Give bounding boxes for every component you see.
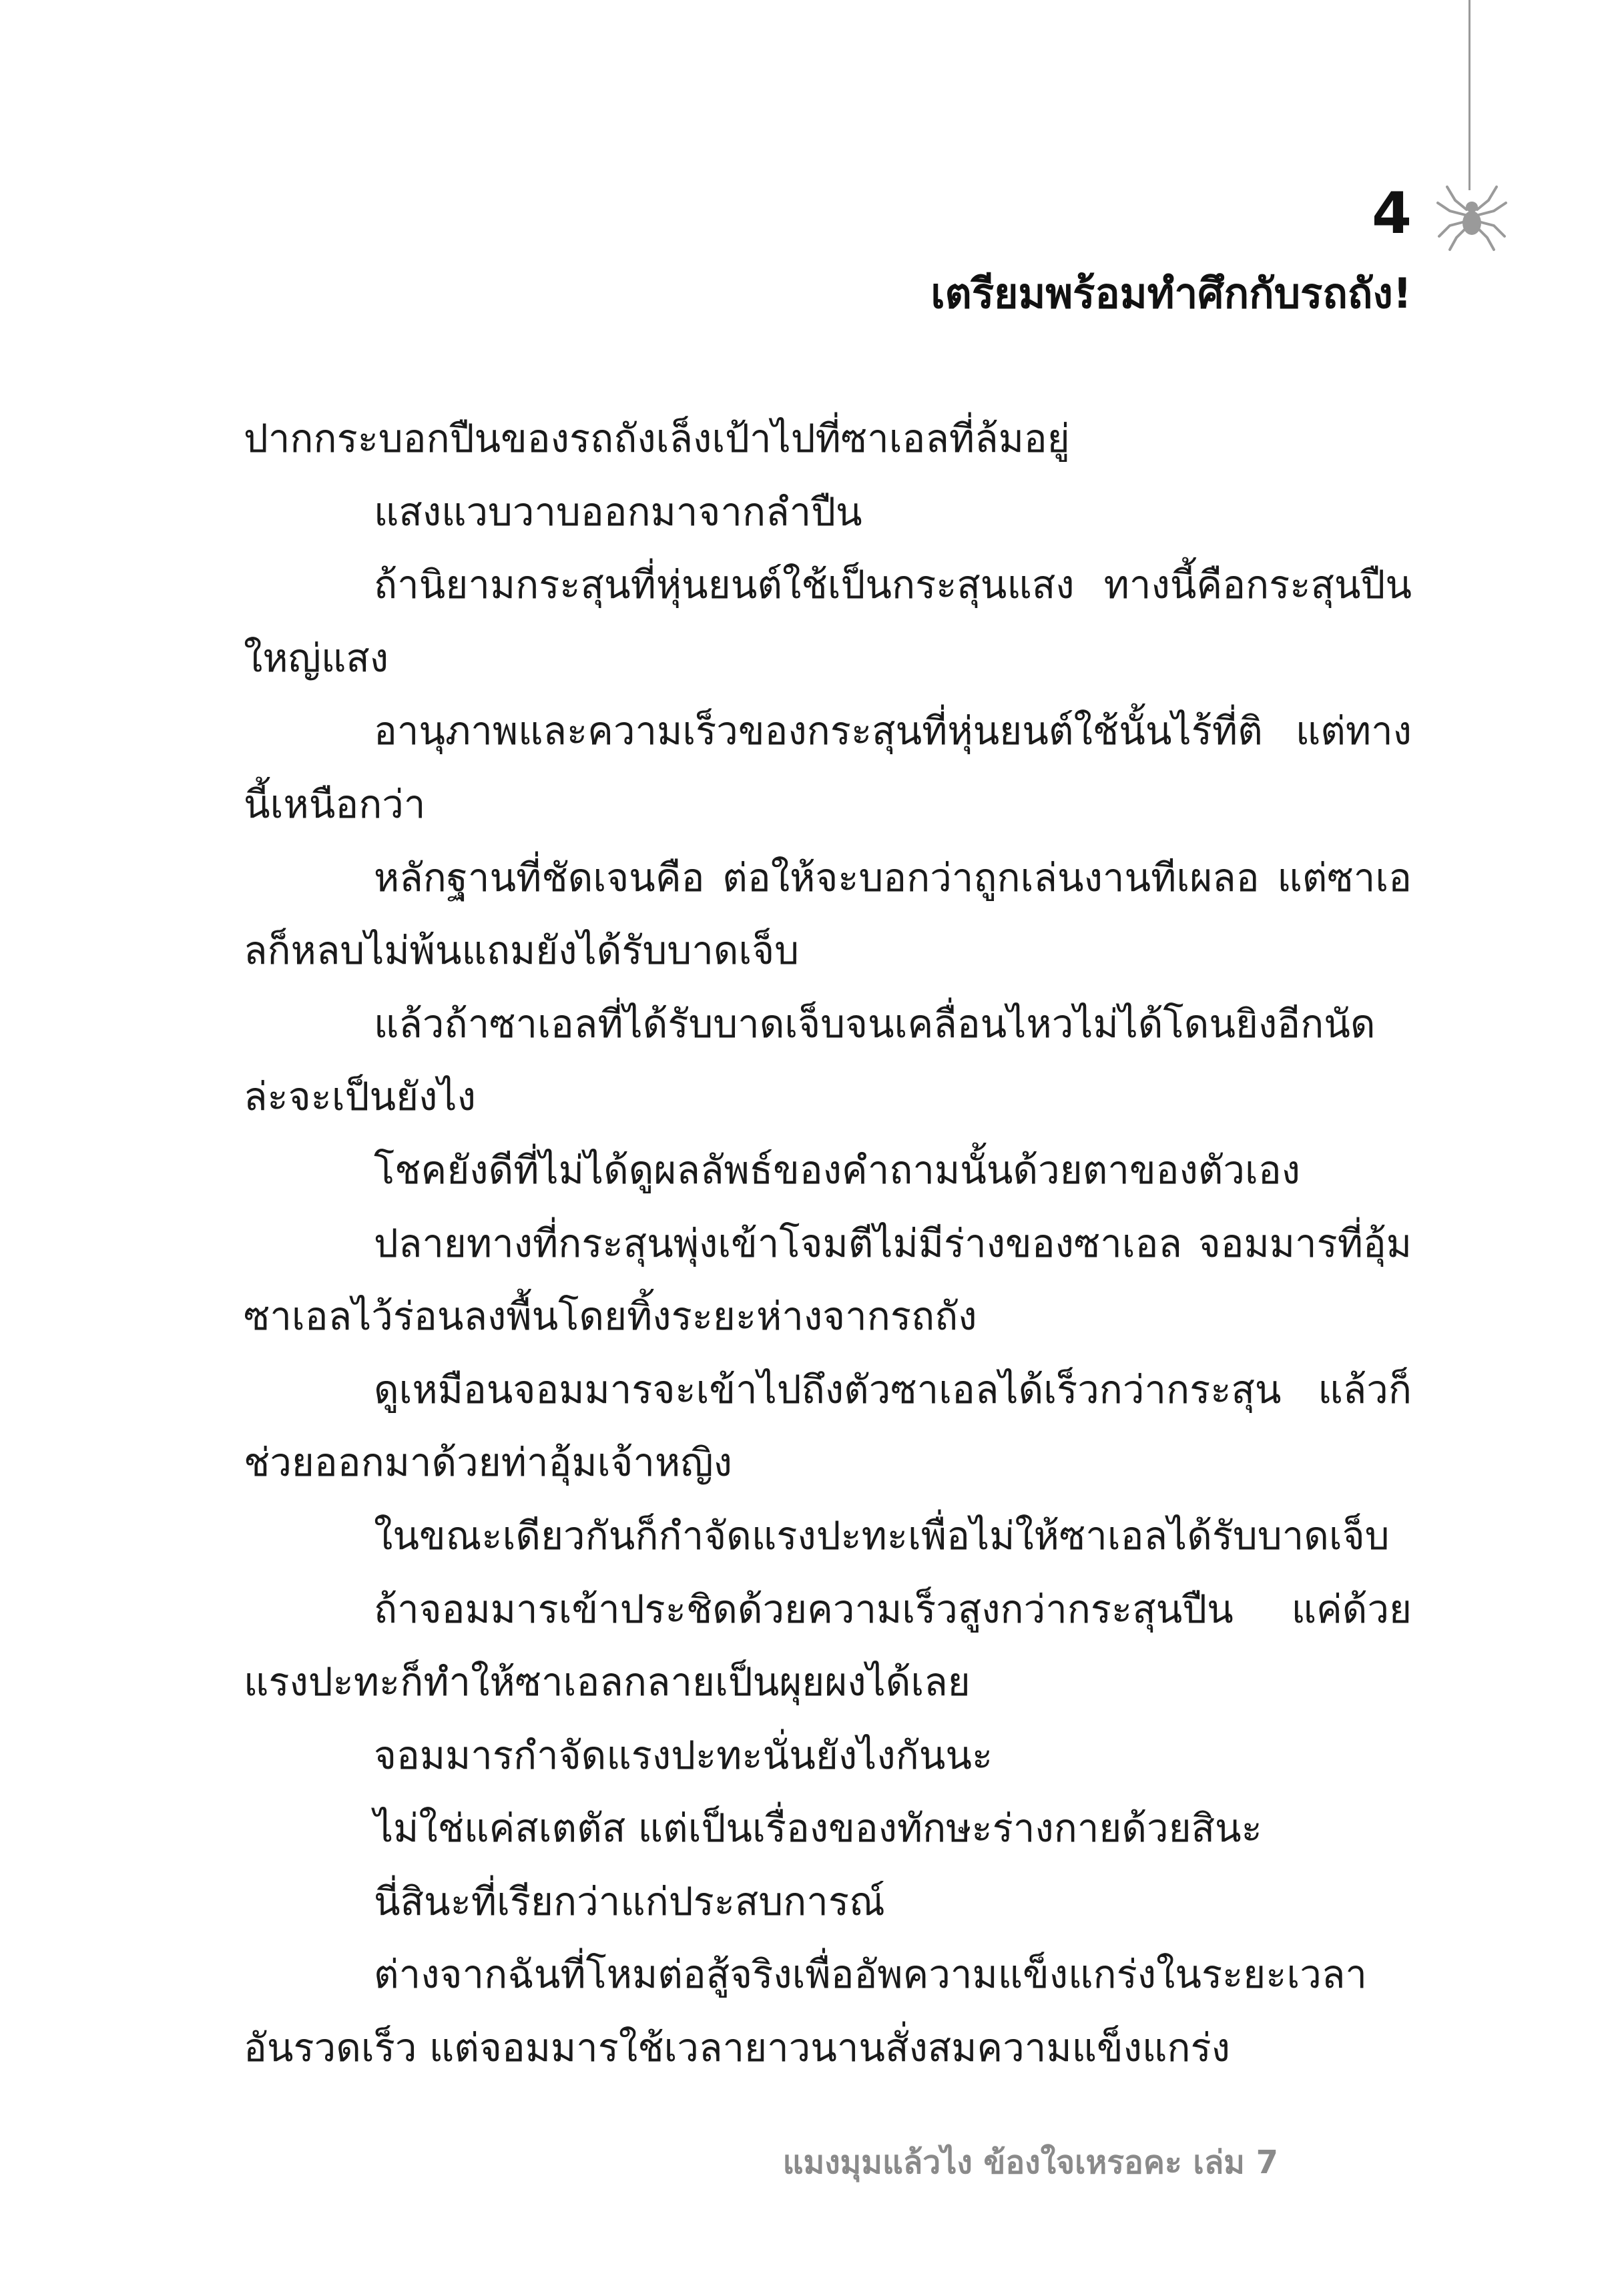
paragraph: อานุภาพและความเร็วของกระสุนที่หุ่นยนต์ใช้นั้นไร้ที่ติ แต่ทางนี้เหนือกว่า bbox=[244, 708, 1412, 827]
paragraph: ไม่ใช่แค่สเตตัส แต่เป็นเรื่องของทักษะร่างกายด้วยสินะ bbox=[374, 1805, 1262, 1851]
chapter-title: เตรียมพร้อมทำศึกกับรถถัง! bbox=[930, 269, 1412, 318]
spider-thread bbox=[1468, 0, 1470, 190]
body-text bbox=[244, 402, 1412, 2085]
paragraph: ปากกระบอกปืนของรถถังเล็งเป้าไปที่ซาเอลที่ล้มอยู่ bbox=[244, 416, 1070, 461]
chapter-number: 4 bbox=[1372, 180, 1412, 247]
paragraph: ถ้านิยามกระสุนที่หุ่นยนต์ใช้เป็นกระสุนแสง ทางนี้คือกระสุนปืนใหญ่แสง bbox=[244, 562, 1412, 681]
paragraph: จอมมารกำจัดแรงปะทะนั่นยังไงกันนะ bbox=[374, 1732, 993, 1778]
paragraph: ต่างจากฉันที่โหมต่อสู้จริงเพื่ออัพความแข็งแกร่งในระยะเวลาอันรวดเร็ว แต่จอมมารใช้เวลายาวนานสั่งสมความแข็งแกร่ง bbox=[244, 1952, 1367, 2071]
paragraph: แล้วถ้าซาเอลที่ได้รับบาดเจ็บจนเคลื่อนไหวไม่ได้โดนยิงอีกนัดล่ะจะเป็นยังไง bbox=[244, 1000, 1376, 1120]
paragraph: ถ้าจอมมารเข้าประชิดด้วยความเร็วสูงกว่ากระสุนปืน แค่ด้วยแรงปะทะก็ทำให้ซาเอลกลายเป็นผุยผงได้เลย bbox=[244, 1586, 1412, 1705]
paragraph: ปลายทางที่กระสุนพุ่งเข้าโจมตีไม่มีร่างของซาเอล จอมมารที่อุ้มซาเอลไว้ร่อนลงพื้นโดยทิ้งระยะห่างจากรถถัง bbox=[244, 1220, 1412, 1340]
paragraph: แสงแวบวาบออกมาจากลำปืน bbox=[374, 489, 862, 535]
paragraph: ในขณะเดียวกันก็กำจัดแรงปะทะเพื่อไม่ให้ซาเอลได้รับบาดเจ็บ bbox=[374, 1512, 1390, 1558]
paragraph: นี่สินะที่เรียกว่าแก่ประสบการณ์ bbox=[374, 1878, 885, 1924]
spider-icon bbox=[1435, 180, 1509, 254]
running-footer: แมงมุมแล้วไง ข้องใจเหรอคะ เล่ม 7 bbox=[782, 2144, 1278, 2181]
paragraph: หลักฐานที่ชัดเจนคือ ต่อให้จะบอกว่าถูกเล่นงานทีเผลอ แต่ซาเอลก็หลบไม่พ้นแถมยังได้รับบาดเจ็บ bbox=[244, 854, 1412, 974]
paragraph: โชคยังดีที่ไม่ได้ดูผลลัพธ์ของคำถามนั้นด้วยตาของตัวเอง bbox=[374, 1147, 1300, 1193]
paragraph: ดูเหมือนจอมมารจะเข้าไปถึงตัวซาเอลได้เร็วกว่ากระสุน แล้วก็ช่วยออกมาด้วยท่าอุ้มเจ้าหญิง bbox=[244, 1366, 1412, 1486]
